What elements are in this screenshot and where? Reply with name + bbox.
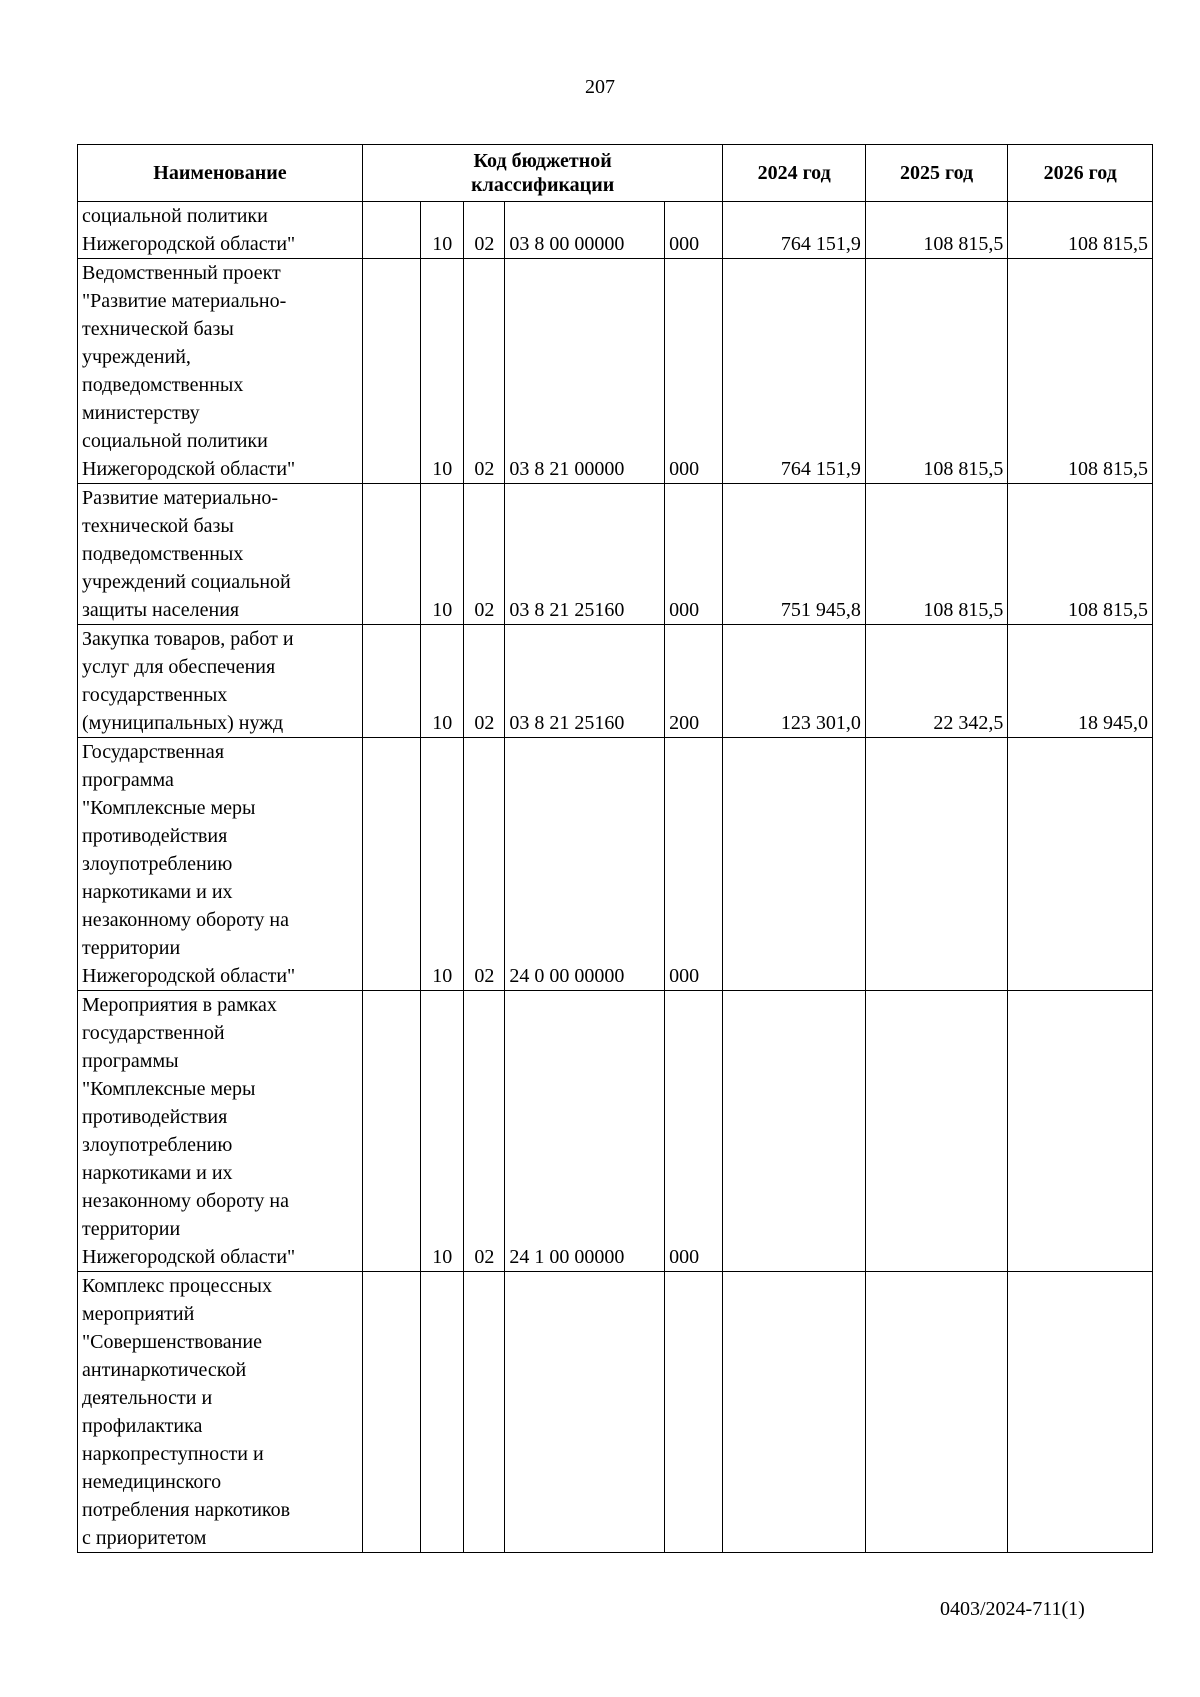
cell-target-article: 03 8 00 00000 bbox=[505, 202, 665, 259]
cell-name-line: немедицинского bbox=[82, 1471, 222, 1493]
cell-ministry bbox=[362, 484, 420, 625]
table-row bbox=[78, 991, 1153, 1272]
cell-name-line: незаконному обороту на bbox=[82, 1190, 289, 1212]
cell-name-line: наркотиками и их bbox=[82, 1162, 233, 1184]
cell-expense-type: 000 bbox=[665, 738, 723, 991]
table-row bbox=[78, 484, 1153, 625]
cell-ministry bbox=[362, 202, 420, 259]
cell-amount-2024: 123 301,0 bbox=[723, 625, 865, 738]
cell-ministry bbox=[362, 625, 420, 738]
cell-expense-type: 000 bbox=[665, 484, 723, 625]
cell-section: 10 bbox=[421, 738, 464, 991]
cell-target-article: 24 0 00 00000 bbox=[505, 738, 665, 991]
table-row bbox=[78, 259, 1153, 484]
cell-name-line: Нижегородской области" bbox=[82, 233, 296, 255]
cell-expense-type bbox=[665, 1272, 723, 1553]
cell-name-line: "Совершенствование bbox=[82, 1331, 262, 1353]
cell-name-line: Нижегородской области" bbox=[82, 1246, 296, 1268]
cell-name-line: профилактика bbox=[82, 1415, 203, 1437]
cell-name-line: противодействия bbox=[82, 1106, 228, 1128]
cell-name bbox=[78, 738, 363, 991]
cell-name-line: незаконному обороту на bbox=[82, 909, 289, 931]
cell-name-line: "Комплексные меры bbox=[82, 1078, 256, 1100]
cell-subsection: 02 bbox=[464, 625, 505, 738]
table-body bbox=[78, 202, 1153, 1553]
cell-name-line: подведомственных bbox=[82, 543, 244, 565]
cell-name bbox=[78, 484, 363, 625]
column-header-code-line1: Код бюджетной bbox=[473, 150, 612, 172]
cell-name-line: учреждений, bbox=[82, 346, 191, 368]
cell-name-line: программа bbox=[82, 769, 174, 791]
cell-name-line: программы bbox=[82, 1050, 179, 1072]
cell-name-line: технической базы bbox=[82, 515, 234, 537]
cell-amount-2025: 108 815,5 bbox=[865, 259, 1007, 484]
cell-amount-2025: 22 342,5 bbox=[865, 625, 1007, 738]
cell-name-line: наркотиками и их bbox=[82, 881, 233, 903]
cell-section: 10 bbox=[421, 259, 464, 484]
cell-ministry bbox=[362, 259, 420, 484]
cell-amount-2024 bbox=[723, 991, 865, 1272]
cell-amount-2024 bbox=[723, 1272, 865, 1553]
cell-section: 10 bbox=[421, 625, 464, 738]
cell-expense-type: 200 bbox=[665, 625, 723, 738]
column-header-2025: 2025 год bbox=[865, 145, 1007, 202]
cell-ministry bbox=[362, 991, 420, 1272]
cell-subsection: 02 bbox=[464, 738, 505, 991]
cell-target-article: 03 8 21 00000 bbox=[505, 259, 665, 484]
table-row bbox=[78, 625, 1153, 738]
cell-name-line: "Развитие материально- bbox=[82, 290, 287, 312]
cell-name-line: злоупотреблению bbox=[82, 853, 233, 875]
cell-expense-type: 000 bbox=[665, 991, 723, 1272]
cell-amount-2026 bbox=[1008, 738, 1153, 991]
cell-ministry bbox=[362, 738, 420, 991]
cell-amount-2026 bbox=[1008, 1272, 1153, 1553]
cell-name-line: учреждений социальной bbox=[82, 571, 291, 593]
cell-name-line: деятельности и bbox=[82, 1387, 213, 1409]
page-number: 207 bbox=[585, 76, 615, 98]
cell-amount-2024: 764 151,9 bbox=[723, 259, 865, 484]
cell-name-line: территории bbox=[82, 937, 181, 959]
cell-name-line: услуг для обеспечения bbox=[82, 656, 276, 678]
cell-amount-2025: 108 815,5 bbox=[865, 202, 1007, 259]
cell-target-article: 03 8 21 25160 bbox=[505, 484, 665, 625]
cell-name-line: Ведомственный проект bbox=[82, 262, 281, 284]
column-header-2024: 2024 год bbox=[723, 145, 865, 202]
cell-name-line: наркопреступности и bbox=[82, 1443, 264, 1465]
cell-name bbox=[78, 202, 363, 259]
cell-name-line: государственной bbox=[82, 1022, 225, 1044]
cell-name-line: потребления наркотиков bbox=[82, 1499, 291, 1521]
cell-amount-2025 bbox=[865, 1272, 1007, 1553]
cell-amount-2025: 108 815,5 bbox=[865, 484, 1007, 625]
cell-section: 10 bbox=[421, 991, 464, 1272]
table-row bbox=[78, 202, 1153, 259]
cell-name-line: государственных bbox=[82, 684, 228, 706]
cell-name-line: министерству bbox=[82, 402, 200, 424]
cell-amount-2026: 108 815,5 bbox=[1008, 202, 1153, 259]
cell-section: 10 bbox=[421, 202, 464, 259]
cell-section bbox=[421, 1272, 464, 1553]
column-header-code-line2: классификации bbox=[471, 174, 615, 196]
cell-subsection: 02 bbox=[464, 259, 505, 484]
table-row bbox=[78, 1272, 1153, 1553]
cell-name-line: Нижегородской области" bbox=[82, 458, 296, 480]
cell-name-line: социальной политики bbox=[82, 205, 268, 227]
cell-amount-2024 bbox=[723, 738, 865, 991]
cell-name-line: Мероприятия в рамках bbox=[82, 994, 277, 1016]
cell-name-line: с приоритетом bbox=[82, 1527, 207, 1549]
cell-name-line: подведомственных bbox=[82, 374, 244, 396]
cell-expense-type: 000 bbox=[665, 202, 723, 259]
cell-section: 10 bbox=[421, 484, 464, 625]
cell-amount-2024: 764 151,9 bbox=[723, 202, 865, 259]
cell-amount-2024: 751 945,8 bbox=[723, 484, 865, 625]
cell-amount-2025 bbox=[865, 991, 1007, 1272]
cell-name-line: Развитие материально- bbox=[82, 487, 279, 509]
cell-name bbox=[78, 1272, 363, 1553]
cell-name-line: Закупка товаров, работ и bbox=[82, 628, 294, 650]
cell-target-article bbox=[505, 1272, 665, 1553]
column-header-name: Наименование bbox=[78, 145, 363, 202]
cell-name-line: мероприятий bbox=[82, 1303, 195, 1325]
cell-name-line: Государственная bbox=[82, 741, 225, 763]
cell-name-line: социальной политики bbox=[82, 430, 268, 452]
cell-name-line: Комплекс процессных bbox=[82, 1275, 272, 1297]
table-row bbox=[78, 738, 1153, 991]
cell-expense-type: 000 bbox=[665, 259, 723, 484]
cell-name-line: Нижегородской области" bbox=[82, 965, 296, 987]
cell-amount-2026: 18 945,0 bbox=[1008, 625, 1153, 738]
cell-subsection: 02 bbox=[464, 991, 505, 1272]
column-header-code bbox=[362, 145, 722, 202]
cell-name-line: технической базы bbox=[82, 318, 234, 340]
column-header-2026: 2026 год bbox=[1008, 145, 1153, 202]
cell-target-article: 03 8 21 25160 bbox=[505, 625, 665, 738]
cell-name-line: территории bbox=[82, 1218, 181, 1240]
cell-subsection: 02 bbox=[464, 484, 505, 625]
cell-amount-2025 bbox=[865, 738, 1007, 991]
cell-name-line: антинаркотической bbox=[82, 1359, 247, 1381]
cell-name-line: противодействия bbox=[82, 825, 228, 847]
cell-amount-2026 bbox=[1008, 991, 1153, 1272]
table-header-row bbox=[78, 145, 1153, 202]
cell-amount-2026: 108 815,5 bbox=[1008, 259, 1153, 484]
cell-name-line: (муниципальных) нужд bbox=[82, 712, 284, 734]
cell-name-line: злоупотреблению bbox=[82, 1134, 233, 1156]
cell-subsection: 02 bbox=[464, 202, 505, 259]
cell-name-line: "Комплексные меры bbox=[82, 797, 256, 819]
cell-name bbox=[78, 991, 363, 1272]
budget-table bbox=[77, 144, 1153, 1553]
cell-name bbox=[78, 625, 363, 738]
cell-target-article: 24 1 00 00000 bbox=[505, 991, 665, 1272]
document-code: 0403/2024-711(1) bbox=[940, 1598, 1085, 1620]
cell-ministry bbox=[362, 1272, 420, 1553]
cell-subsection bbox=[464, 1272, 505, 1553]
cell-amount-2026: 108 815,5 bbox=[1008, 484, 1153, 625]
cell-name bbox=[78, 259, 363, 484]
cell-name-line: защиты населения bbox=[82, 599, 240, 621]
